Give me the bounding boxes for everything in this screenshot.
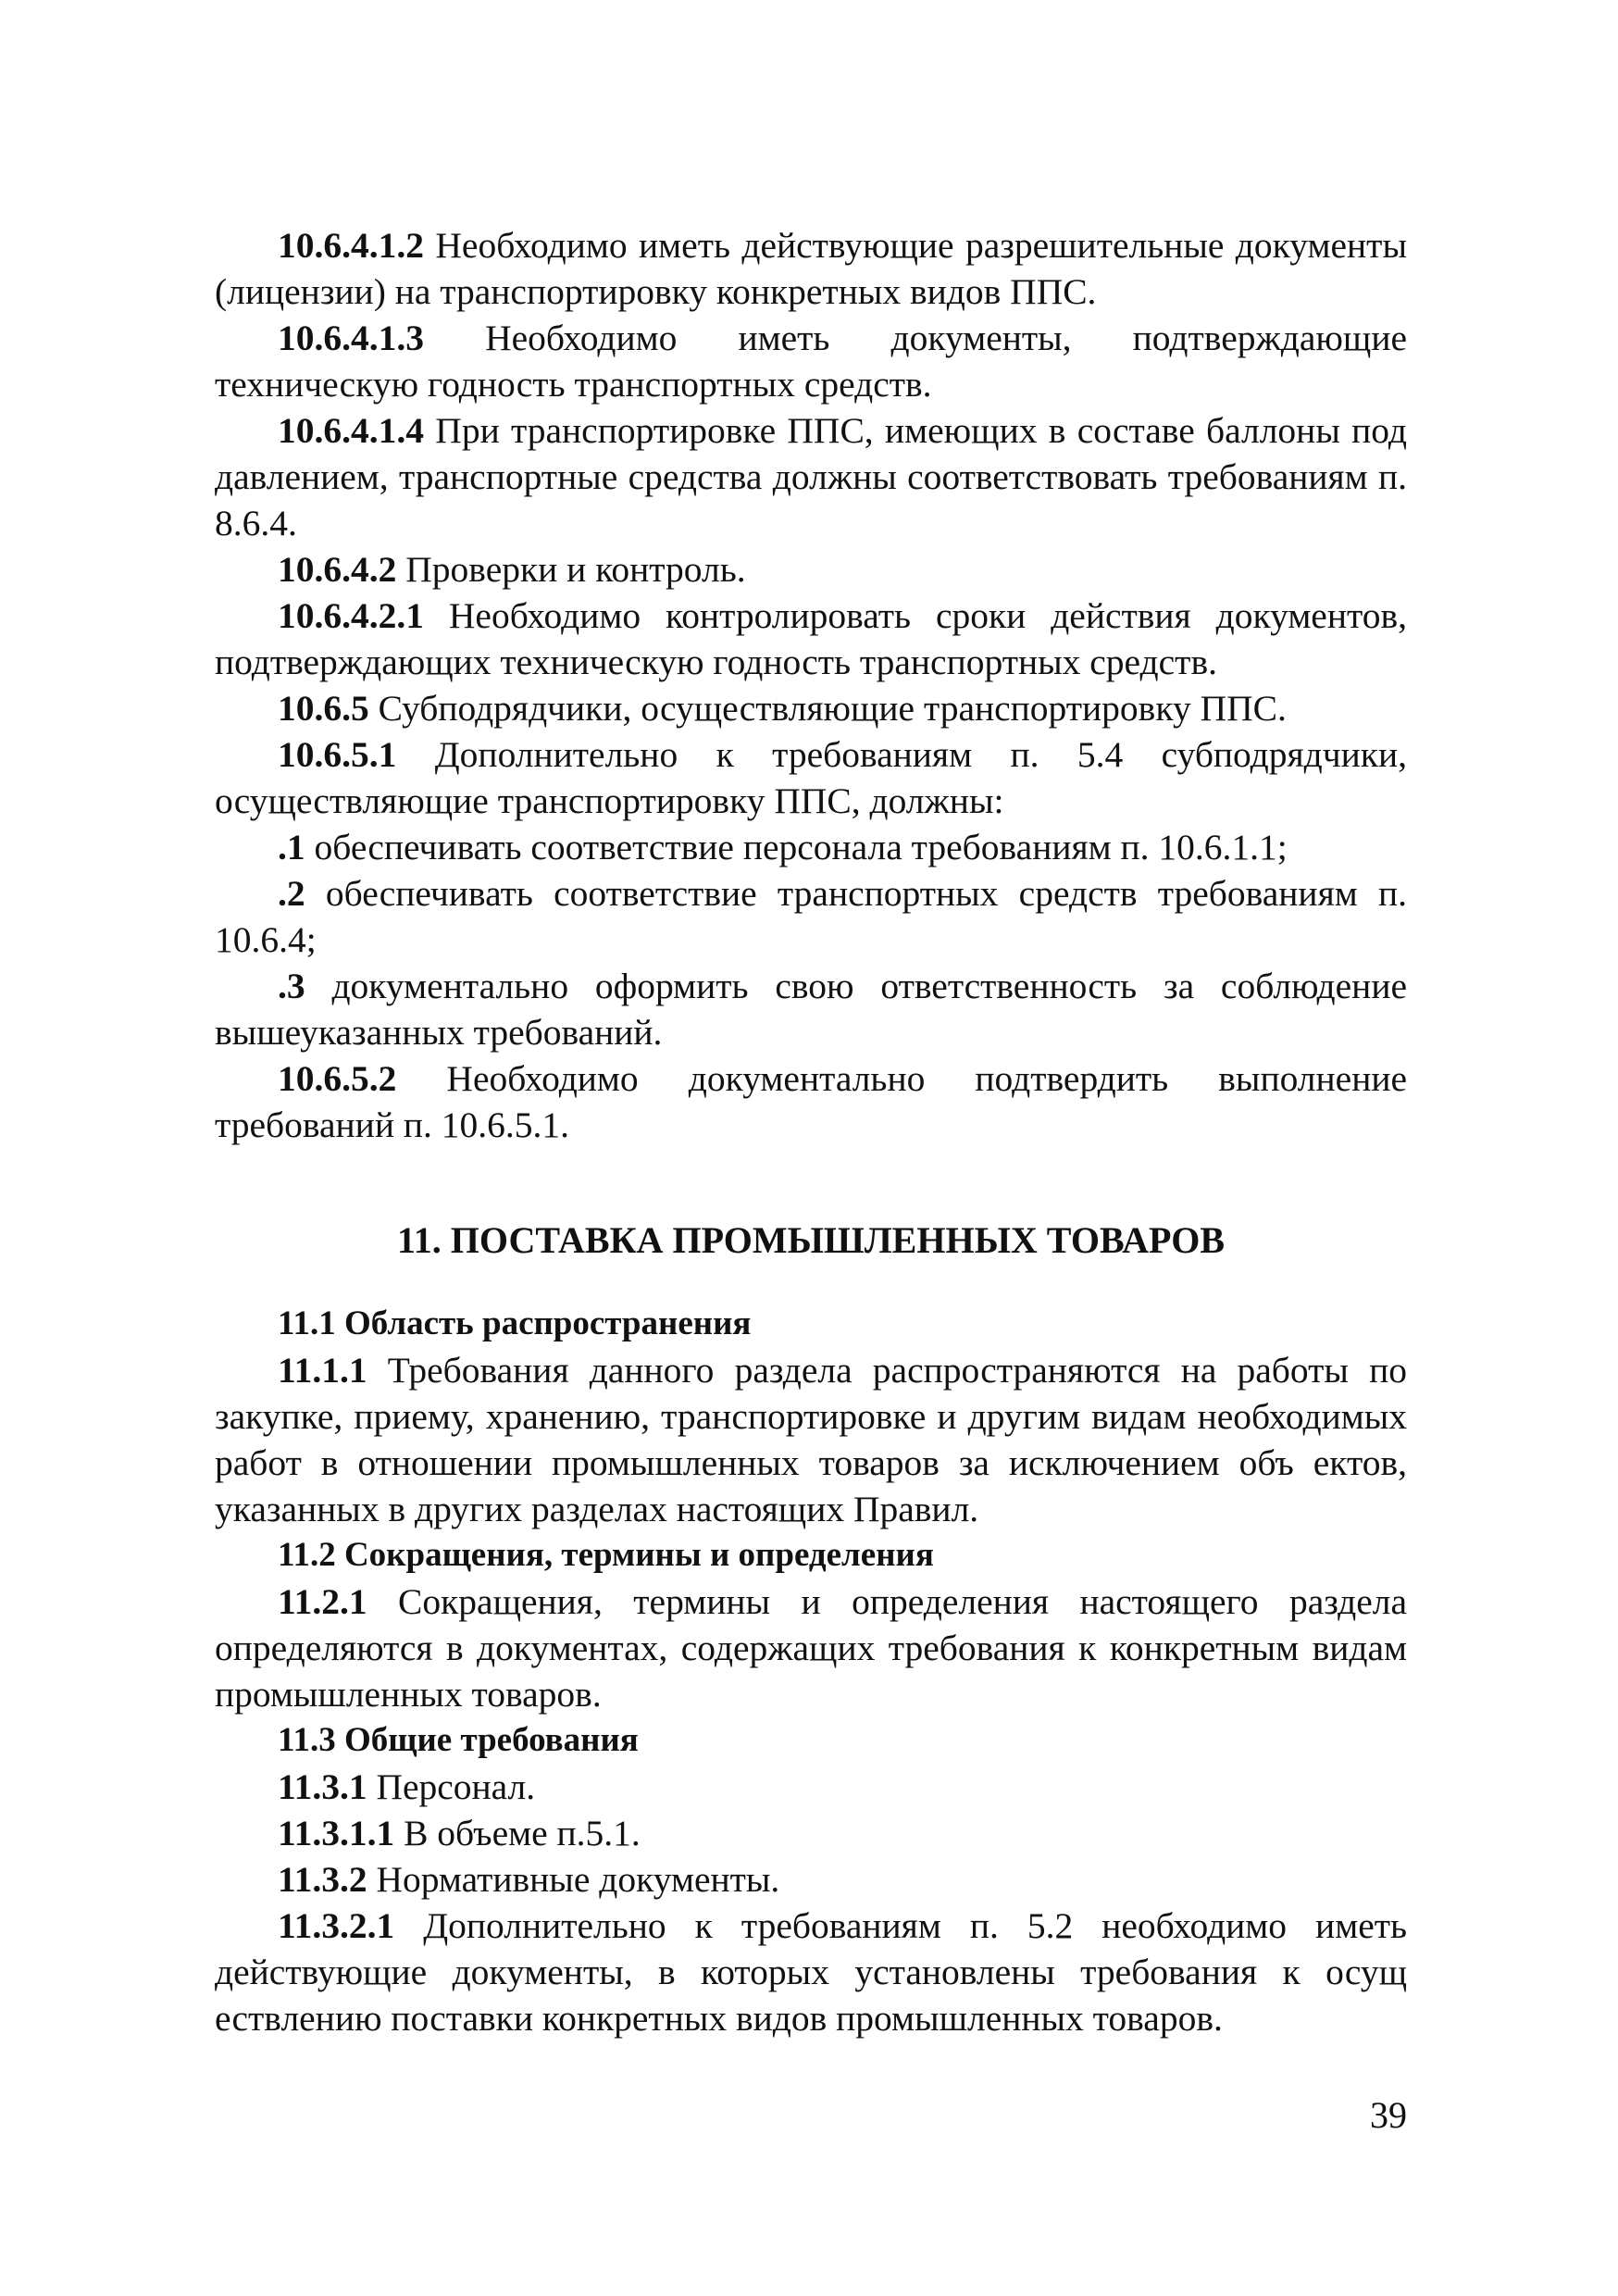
subsection-11-2-heading: 11.2 Сокращения, термины и определения [278,1536,934,1574]
paragraph-11-1-1 [215,1347,1407,1532]
clause-number: 10.6.4.1.2 [278,225,424,266]
clause-text: Нормативные документы. [367,1859,780,1900]
paragraph-10-6-5 [215,685,1407,731]
clause-text: При транспортировке ППС, имеющих в составе баллоны под давлением, транспортные средства должны соответствовать требованиям п. 8.6.4. [215,410,1407,543]
clause-number: 11.1.1 [278,1350,367,1391]
clause-text: Персонал. [367,1766,536,1807]
clause-text: Необходимо иметь документы, подтверждающие техническую годность транспортных средств. [215,318,1407,405]
paragraph-10-6-4-2 [215,546,1407,593]
clause-text: Необходимо документально подтвердить выполнение требований п. 10.6.5.1. [215,1058,1407,1145]
section-11-title: 11. ПОСТАВКА ПРОМЫШЛЕННЫХ ТОВАРОВ [396,1219,1226,1261]
subsection-11-3-heading: 11.3 Общие требования [278,1721,639,1759]
clause-number: 10.6.5 [278,688,369,729]
paragraph-10-6-4-1-4 [215,407,1407,546]
clause-number: 11.3.2.1 [278,1905,395,1946]
paragraph-10-6-4-1-3 [215,315,1407,407]
paragraph-11-3-1 [215,1764,1407,1810]
subsection-11-1-heading: 11.1 Область распространения [278,1304,752,1342]
clause-number: 10.6.4.2.1 [278,595,424,636]
paragraph-10-6-5-1 [215,731,1407,824]
list-item-text: обеспечивать соответствие персонала требованиям п. 10.6.1.1; [305,827,1288,867]
paragraph-11-2-1 [215,1578,1407,1717]
list-item-text: обеспечивать соответствие транспортных средств требованиям п. 10.6.4; [215,873,1407,960]
clause-text: Дополнительно к требованиям п. 5.4 субподрядчики, осуществляющие транспортировку ППС, должны: [215,734,1407,821]
paragraph-11-3-1-1 [215,1810,1407,1856]
clause-number: 10.6.4.1.3 [278,318,424,358]
clause-text: Сокращения, термины и определения настоящего раздела определяются в документах, содержащих требования к конкретным видам промышленных товаров. [215,1581,1407,1715]
clause-number: 10.6.5.1 [278,734,397,775]
clause-text: Необходимо иметь действующие разрешительные документы (лицензии) на транспортировку конкретных видов ППС. [215,225,1407,312]
list-marker: .2 [278,873,305,914]
page-content [215,222,1407,2041]
clause-text: Дополнительно к требованиям п. 5.2 необходимо иметь действующие документы, в которых установлены требования к осущ ествлению поставки конкретных видов промышленных товаров. [215,1905,1407,2039]
list-item-2 [215,870,1407,963]
clause-text: Субподрядчики, осуществляющие транспортировку ППС. [368,688,1287,729]
list-item-1 [215,824,1407,870]
page-number: 39 [1370,2094,1407,2136]
clause-number: 10.6.4.1.4 [278,410,424,451]
paragraph-10-6-4-1-2 [215,222,1407,315]
clause-number: 11.3.1 [278,1766,367,1807]
clause-text: Необходимо контролировать сроки действия документов, подтверждающих техническую годность транспортных средств. [215,595,1407,682]
paragraph-10-6-4-2-1 [215,593,1407,685]
clause-number: 11.2.1 [278,1581,367,1622]
clause-text: В объеме п.5.1. [394,1813,641,1853]
clause-text: Проверки и контроль. [396,549,746,590]
paragraph-11-3-2 [215,1856,1407,1903]
list-marker: .3 [278,966,305,1006]
clause-number: 11.3.2 [278,1859,367,1900]
paragraph-11-3-2-1 [215,1903,1407,2041]
list-marker: .1 [278,827,305,867]
clause-number: 10.6.5.2 [278,1058,397,1099]
clause-number: 11.3.1.1 [278,1813,395,1853]
clause-number: 10.6.4.2 [278,549,397,590]
paragraph-10-6-5-2 [215,1055,1407,1148]
clause-text: Требования данного раздела распространяются на работы по закупке, приему, хранению, транспортировке и другим видам необходимых работ в отношении промышленных товаров за исключением объ ектов, указанных в других разделах настоящих Правил. [215,1350,1407,1529]
list-item-3 [215,963,1407,1055]
list-item-text: документально оформить свою ответственность за соблюдение вышеуказанных требований. [215,966,1407,1053]
